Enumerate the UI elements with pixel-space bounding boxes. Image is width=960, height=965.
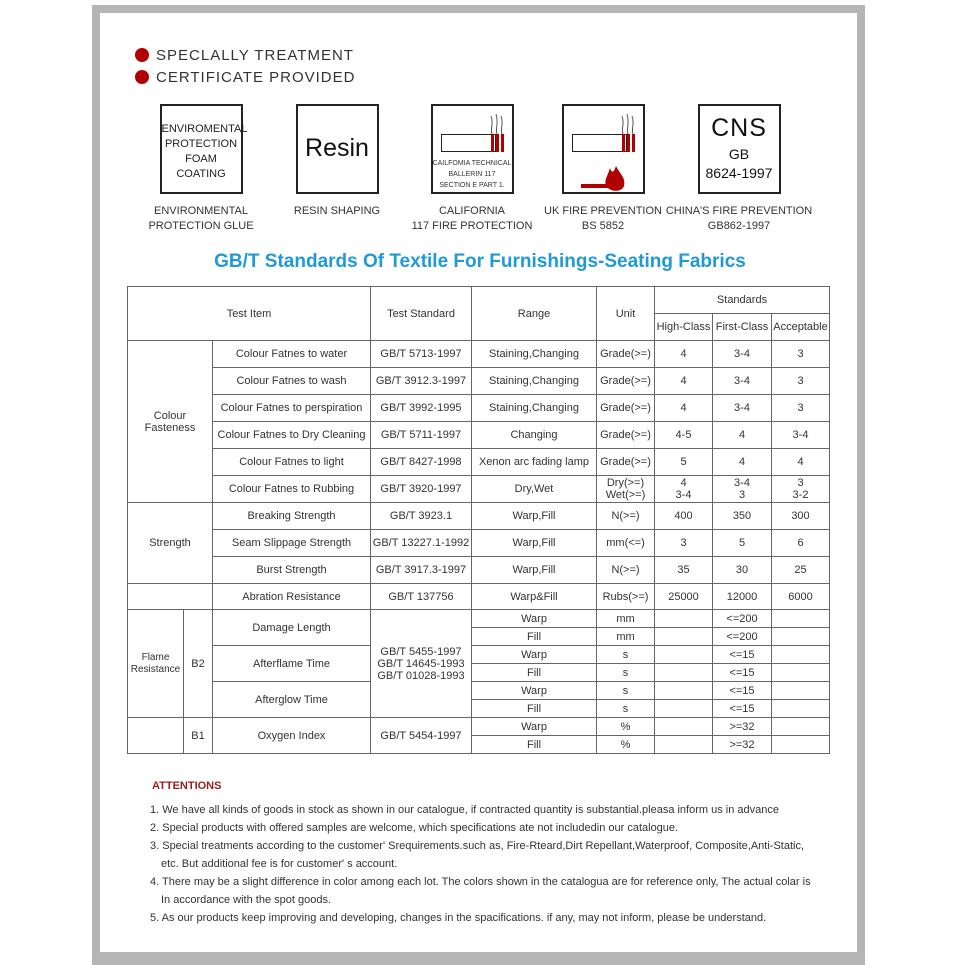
red-dot-icon bbox=[135, 70, 149, 84]
cell-item: Colour Fatnes to Dry Cleaning bbox=[213, 422, 371, 449]
certificate-label: UK FIRE PREVENTION bbox=[544, 205, 662, 217]
table-row bbox=[128, 476, 830, 503]
attention-item: 1. We have all kinds of goods in stock as shown in our catalogue, if contracted quantity is substantial.pleasa inform us in advance bbox=[150, 804, 779, 816]
certificate-label: GB862-1997 bbox=[707, 220, 771, 232]
bullet-item bbox=[135, 66, 355, 88]
cell-high: 4 3-4 bbox=[655, 476, 713, 503]
cell-acceptable: 6 bbox=[772, 530, 830, 557]
certificate-label: RESIN SHAPING bbox=[293, 205, 381, 217]
attentions-list bbox=[150, 801, 840, 927]
cigarette-icon bbox=[572, 134, 627, 152]
bullet-text: CERTIFICATE PROVIDED bbox=[156, 68, 356, 86]
table-row bbox=[128, 584, 830, 610]
cell-item: Oxygen Index bbox=[213, 718, 371, 754]
cell-first: 30 bbox=[713, 557, 772, 584]
cell-range: Warp bbox=[472, 610, 597, 628]
cell-unit: s bbox=[597, 646, 655, 664]
certificate-label: ENVIRONMENTAL bbox=[154, 205, 248, 217]
table-row bbox=[128, 718, 830, 736]
header-range: Range bbox=[472, 287, 597, 341]
box-text: CAILFOMIA TECHNICAL bbox=[432, 160, 512, 167]
cell-high bbox=[655, 610, 713, 628]
cell-range: Fill bbox=[472, 664, 597, 682]
cell-unit: mm bbox=[597, 610, 655, 628]
cell-first: <=15 bbox=[713, 646, 772, 664]
cell-unit: N(>=) bbox=[597, 503, 655, 530]
box-text: GB bbox=[728, 146, 750, 162]
certificate-box bbox=[160, 104, 248, 194]
cell-unit: Dry(>=) Wet(>=) bbox=[597, 476, 655, 503]
cell-acceptable: 3 bbox=[772, 395, 830, 422]
cell-range: Warp&Fill bbox=[472, 584, 597, 610]
cell-unit: s bbox=[597, 664, 655, 682]
cell-high bbox=[655, 718, 713, 736]
cell-first: 3-4 bbox=[713, 341, 772, 368]
header-test-item: Test Item bbox=[128, 287, 371, 341]
cell-acceptable: 3 bbox=[772, 341, 830, 368]
cell-acceptable bbox=[772, 718, 830, 736]
group-strength: Strength bbox=[128, 503, 213, 584]
smoke-icon bbox=[620, 110, 636, 134]
header-high-class: High-Class bbox=[655, 314, 713, 341]
cell-range: Changing bbox=[472, 422, 597, 449]
cell-unit: % bbox=[597, 736, 655, 754]
cell-item: Colour Fatnes to light bbox=[213, 449, 371, 476]
certificate-label: PROTECTION GLUE bbox=[148, 220, 254, 232]
cell-first: 350 bbox=[713, 503, 772, 530]
cell-unit: Grade(>=) bbox=[597, 422, 655, 449]
cell-range: Xenon arc fading lamp bbox=[472, 449, 597, 476]
cell-standard: GB/T 3920-1997 bbox=[371, 476, 472, 503]
table-row bbox=[128, 530, 830, 557]
cell-high bbox=[655, 646, 713, 664]
header-row bbox=[128, 287, 830, 314]
cell-item: Colour Fatnes to water bbox=[213, 341, 371, 368]
cell-acceptable: 3 bbox=[772, 368, 830, 395]
cell-standard: GB/T 137756 bbox=[371, 584, 472, 610]
box-text: 8624-1997 bbox=[705, 165, 773, 181]
header-acceptable: Acceptable bbox=[772, 314, 830, 341]
cell-unit: N(>=) bbox=[597, 557, 655, 584]
certificate-label: CHINA'S FIRE PREVENTION bbox=[665, 205, 813, 217]
table-row bbox=[128, 341, 830, 368]
table-row bbox=[128, 557, 830, 584]
cell-item: Colour Fatnes to Rubbing bbox=[213, 476, 371, 503]
cigarette-ember-icon bbox=[491, 134, 504, 152]
cell-standard: GB/T 3917.3-1997 bbox=[371, 557, 472, 584]
cell-acceptable: 3-4 bbox=[772, 422, 830, 449]
attention-item-continued: etc. But additional fee is for customer' s account. bbox=[161, 858, 398, 870]
box-text: ENVIROMENTAL bbox=[161, 123, 248, 135]
cell-range: Staining,Changing bbox=[472, 395, 597, 422]
cell-first: 5 bbox=[713, 530, 772, 557]
cell-first: <=15 bbox=[713, 664, 772, 682]
smoke-icon bbox=[489, 110, 505, 134]
cell-item: Colour Fatnes to wash bbox=[213, 368, 371, 395]
cell-range: Warp bbox=[472, 646, 597, 664]
certificate-label: 117 FIRE PROTECTION bbox=[411, 220, 533, 232]
cell-acceptable bbox=[772, 736, 830, 754]
cell-item: Damage Length bbox=[213, 610, 371, 646]
cell-first: 12000 bbox=[713, 584, 772, 610]
cell-acceptable: 6000 bbox=[772, 584, 830, 610]
cell-high: 5 bbox=[655, 449, 713, 476]
cell-range: Fill bbox=[472, 628, 597, 646]
group-colour-fasteness: Colour Fasteness bbox=[128, 341, 213, 503]
cell-range: Warp bbox=[472, 718, 597, 736]
certificate-box bbox=[698, 104, 781, 194]
cell-standard: GB/T 3912.3-1997 bbox=[371, 368, 472, 395]
cell-first: <=200 bbox=[713, 610, 772, 628]
cell-acceptable: 300 bbox=[772, 503, 830, 530]
certificate-box bbox=[562, 104, 645, 194]
cell-first: 3-4 3 bbox=[713, 476, 772, 503]
header-test-standard: Test Standard bbox=[371, 287, 472, 341]
cell-acceptable bbox=[772, 682, 830, 700]
box-text: FOAM bbox=[185, 153, 217, 165]
cell-acceptable bbox=[772, 646, 830, 664]
attentions-heading: ATTENTIONS bbox=[152, 780, 222, 792]
certificate-box bbox=[296, 104, 379, 194]
cell-acceptable: 25 bbox=[772, 557, 830, 584]
cell-first: >=32 bbox=[713, 736, 772, 754]
cigarette-icon bbox=[441, 134, 496, 152]
class-b1: B1 bbox=[184, 718, 213, 754]
box-text: PROTECTION bbox=[164, 138, 238, 150]
cell-unit: Grade(>=) bbox=[597, 449, 655, 476]
cell-range: Fill bbox=[472, 700, 597, 718]
feature-bullets bbox=[135, 44, 355, 88]
class-b2: B2 bbox=[184, 610, 213, 718]
table-row bbox=[128, 449, 830, 476]
attention-item: 2. Special products with offered samples are welcome, which specifications ate not includedin our catalogue. bbox=[150, 822, 679, 834]
cell-standard: GB/T 13227.1-1992 bbox=[371, 530, 472, 557]
cell-unit: Grade(>=) bbox=[597, 395, 655, 422]
cell-standard: GB/T 3992-1995 bbox=[371, 395, 472, 422]
cell-item: Colour Fatnes to perspiration bbox=[213, 395, 371, 422]
standards-table bbox=[127, 286, 830, 754]
cell-standard: GB/T 8427-1998 bbox=[371, 449, 472, 476]
cell-acceptable bbox=[772, 628, 830, 646]
header-unit: Unit bbox=[597, 287, 655, 341]
header-first-class: First-Class bbox=[713, 314, 772, 341]
cell-first: 3-4 bbox=[713, 395, 772, 422]
cell-high: 4 bbox=[655, 368, 713, 395]
cell-item: Abration Resistance bbox=[213, 584, 371, 610]
cigarette-ember-icon bbox=[622, 134, 635, 152]
box-text: BALLERIN 117 bbox=[448, 171, 496, 178]
bullet-text: SPECLALLY TREATMENT bbox=[156, 46, 354, 64]
cell-range: Fill bbox=[472, 736, 597, 754]
attention-item: 3. Special treatments according to the customer' Srequirements.such as, Fire-Rteard,Dirt Repellant,Waterproof, Composite,Anti-Static, bbox=[150, 840, 805, 852]
certificate-label: CALIFORNIA bbox=[438, 205, 505, 217]
cell-range: Warp,Fill bbox=[472, 503, 597, 530]
cell-unit: Grade(>=) bbox=[597, 368, 655, 395]
cell-first: 4 bbox=[713, 449, 772, 476]
header-standards: Standards bbox=[655, 287, 830, 314]
cell-item: Afterflame Time bbox=[213, 646, 371, 682]
cell-first: <=15 bbox=[713, 700, 772, 718]
cell-acceptable bbox=[772, 664, 830, 682]
cell-standard: GB/T 5711-1997 bbox=[371, 422, 472, 449]
cell-standard: GB/T 3923.1 bbox=[371, 503, 472, 530]
certificate-box bbox=[431, 104, 514, 194]
empty-cell bbox=[128, 718, 184, 754]
cell-unit: s bbox=[597, 700, 655, 718]
cell-high: 4 bbox=[655, 341, 713, 368]
attention-item: 5. As our products keep improving and developing, changes in the spacifications. if any, may not inform, please be understand. bbox=[150, 912, 767, 924]
cell-high bbox=[655, 664, 713, 682]
certificate-china bbox=[659, 104, 819, 234]
cell-range: Dry,Wet bbox=[472, 476, 597, 503]
table-row bbox=[128, 422, 830, 449]
cell-unit: mm(<=) bbox=[597, 530, 655, 557]
cell-item: Seam Slippage Strength bbox=[213, 530, 371, 557]
cell-first: <=200 bbox=[713, 628, 772, 646]
group-flame-resistance: Flame Resistance bbox=[128, 610, 184, 718]
cell-high: 25000 bbox=[655, 584, 713, 610]
red-dot-icon bbox=[135, 48, 149, 62]
cell-acceptable bbox=[772, 700, 830, 718]
attention-item: 4. There may be a slight difference in color among each lot. The colors shown in the catalogua are for reference only, The actual colar is bbox=[150, 876, 811, 888]
cell-high bbox=[655, 736, 713, 754]
cell-acceptable bbox=[772, 610, 830, 628]
cell-high bbox=[655, 682, 713, 700]
cns-logo-text: CNS bbox=[711, 114, 767, 142]
cell-first: >=32 bbox=[713, 718, 772, 736]
cell-standard: GB/T 5713-1997 bbox=[371, 341, 472, 368]
match-flame-icon bbox=[580, 164, 630, 192]
table-row bbox=[128, 646, 830, 664]
box-text: COATING bbox=[176, 168, 226, 180]
cell-range: Staining,Changing bbox=[472, 341, 597, 368]
cell-range: Warp bbox=[472, 682, 597, 700]
cell-high bbox=[655, 628, 713, 646]
table-row bbox=[128, 682, 830, 700]
cell-unit: % bbox=[597, 718, 655, 736]
cell-acceptable: 3 3-2 bbox=[772, 476, 830, 503]
cell-range: Staining,Changing bbox=[472, 368, 597, 395]
cell-unit: mm bbox=[597, 628, 655, 646]
attention-item-continued: In accordance with the spot goods. bbox=[161, 894, 331, 906]
cell-acceptable: 4 bbox=[772, 449, 830, 476]
table-row bbox=[128, 610, 830, 628]
cell-high bbox=[655, 700, 713, 718]
cell-range: Warp,Fill bbox=[472, 530, 597, 557]
cell-unit: s bbox=[597, 682, 655, 700]
bullet-item bbox=[135, 44, 355, 66]
cell-high: 35 bbox=[655, 557, 713, 584]
cell-unit: Rubs(>=) bbox=[597, 584, 655, 610]
cell-unit: Grade(>=) bbox=[597, 341, 655, 368]
resin-logo-text: Resin bbox=[305, 134, 369, 162]
cell-standard: GB/T 5454-1997 bbox=[371, 718, 472, 754]
cell-high: 400 bbox=[655, 503, 713, 530]
cell-item: Breaking Strength bbox=[213, 503, 371, 530]
cell-range: Warp,Fill bbox=[472, 557, 597, 584]
cell-high: 4 bbox=[655, 395, 713, 422]
page-title: GB/T Standards Of Textile For Furnishings-Seating Fabrics bbox=[214, 251, 746, 272]
empty-cell bbox=[128, 584, 213, 610]
table-row bbox=[128, 503, 830, 530]
cell-item: Afterglow Time bbox=[213, 682, 371, 718]
table-row bbox=[128, 368, 830, 395]
box-text: SECTION E PART 1. bbox=[439, 182, 505, 189]
cell-high: 4-5 bbox=[655, 422, 713, 449]
table-row bbox=[128, 395, 830, 422]
cell-first: <=15 bbox=[713, 682, 772, 700]
certificate-label: BS 5852 bbox=[581, 220, 625, 232]
cell-standard: GB/T 5455-1997 GB/T 14645-1993 GB/T 01028-1993 bbox=[371, 610, 472, 718]
cell-high: 3 bbox=[655, 530, 713, 557]
cell-item: Burst Strength bbox=[213, 557, 371, 584]
cell-first: 4 bbox=[713, 422, 772, 449]
cell-first: 3-4 bbox=[713, 368, 772, 395]
